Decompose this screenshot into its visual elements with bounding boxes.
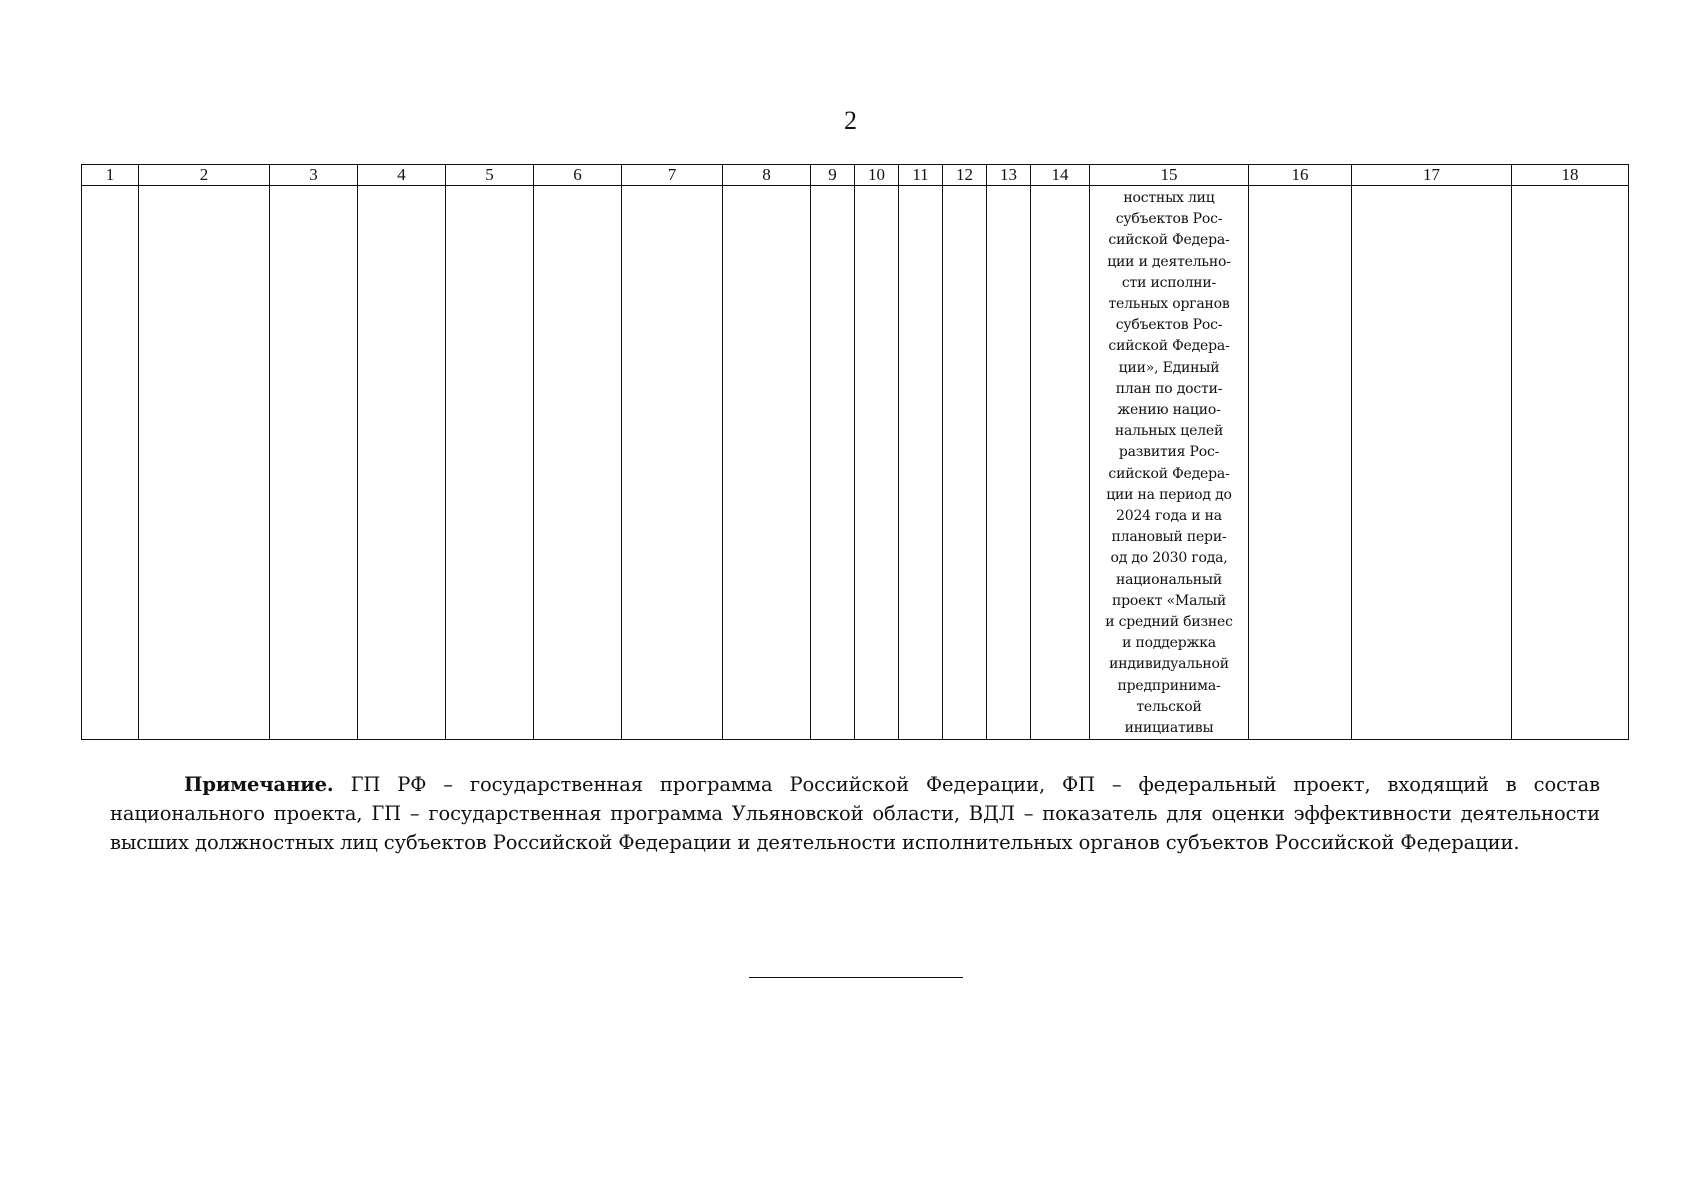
table-cell-col-2 [139, 186, 270, 740]
column-header-12: 12 [943, 165, 987, 186]
column-header-8: 8 [723, 165, 811, 186]
table-cell-col-18 [1512, 186, 1629, 740]
table-cell-col-16 [1249, 186, 1352, 740]
column-15-line: ции на период до [1106, 486, 1232, 503]
note-paragraph [110, 770, 1600, 857]
column-header-2: 2 [139, 165, 270, 186]
column-15-line: сти исполни- [1121, 274, 1217, 291]
column-15-line: нальных целей [1114, 423, 1224, 440]
column-header-11: 11 [899, 165, 943, 186]
table-cell-col-4 [358, 186, 446, 740]
table-cell-col-3 [270, 186, 358, 740]
table-cell-col-6 [534, 186, 622, 740]
column-15-line: жению нацио- [1117, 402, 1221, 419]
table-cell-col-11 [899, 186, 943, 740]
end-of-document-rule [749, 977, 963, 978]
page-number: 2 [844, 106, 857, 135]
table-cell-col-1 [82, 186, 139, 740]
column-header-10: 10 [855, 165, 899, 186]
table-cell-col-5 [446, 186, 534, 740]
column-15-line: тельных органов [1108, 296, 1230, 313]
column-15-line: и средний бизнес [1105, 614, 1233, 631]
indicator-table [81, 164, 1629, 740]
note-text: ГП РФ – государственная программа Российской Федерации, ФП – федеральный проект, входящий в состав национального проекта, ГП – государственная программа Ульяновской области, ВДЛ – показатель для оценки эффективности деятельности высших должностных лиц субъектов Российской Федерации и деятельности исполнительных органов субъектов Российской Федерации. [110, 773, 1600, 854]
table-cell-col-7 [622, 186, 723, 740]
column-15-line: ностных лиц [1123, 190, 1215, 206]
column-15-line: проект «Малый [1112, 592, 1226, 609]
column-15-line: плановый пери- [1111, 529, 1227, 546]
column-15-line: субъектов Рос- [1115, 211, 1223, 228]
table-cell-col-14 [1031, 186, 1090, 740]
column-15-text [1090, 186, 1248, 739]
table-cell-col-9 [811, 186, 855, 740]
column-header-16: 16 [1249, 165, 1352, 186]
table-header-row [82, 165, 1629, 186]
column-header-6: 6 [534, 165, 622, 186]
column-15-line: ции и деятельно- [1107, 253, 1231, 270]
column-15-line: субъектов Рос- [1115, 317, 1223, 334]
table-row [82, 186, 1629, 740]
table-cell-col-15 [1090, 186, 1249, 740]
column-15-line: национальный [1115, 571, 1223, 588]
column-15-line: сийской Федера- [1108, 232, 1230, 249]
table-cell-col-13 [987, 186, 1031, 740]
column-15-line: индивидуальной [1109, 656, 1229, 673]
column-15-line: план по дости- [1115, 380, 1223, 397]
column-15-line: тельской [1136, 698, 1202, 715]
column-header-18: 18 [1512, 165, 1629, 186]
column-header-9: 9 [811, 165, 855, 186]
column-15-line: сийской Федера- [1108, 338, 1230, 355]
column-15-line: развития Рос- [1118, 444, 1220, 461]
column-15-line: инициативы [1124, 720, 1214, 737]
column-header-4: 4 [358, 165, 446, 186]
column-header-7: 7 [622, 165, 723, 186]
column-15-line: од до 2030 года, [1110, 550, 1228, 567]
table-cell-col-12 [943, 186, 987, 740]
column-15-line: предпринима- [1117, 677, 1221, 694]
column-header-3: 3 [270, 165, 358, 186]
column-header-5: 5 [446, 165, 534, 186]
table-cell-col-17 [1352, 186, 1512, 740]
column-header-1: 1 [82, 165, 139, 186]
column-15-line: 2024 года и на [1116, 508, 1222, 525]
column-header-13: 13 [987, 165, 1031, 186]
note-label: Примечание. [184, 773, 334, 796]
table-cell-col-10 [855, 186, 899, 740]
table-cell-col-8 [723, 186, 811, 740]
column-15-line: сийской Федера- [1108, 465, 1230, 482]
column-header-14: 14 [1031, 165, 1090, 186]
column-header-17: 17 [1352, 165, 1512, 186]
column-15-line: и поддержка [1122, 635, 1216, 652]
column-15-line: ции», Единый [1118, 359, 1220, 376]
column-header-15: 15 [1090, 165, 1249, 186]
